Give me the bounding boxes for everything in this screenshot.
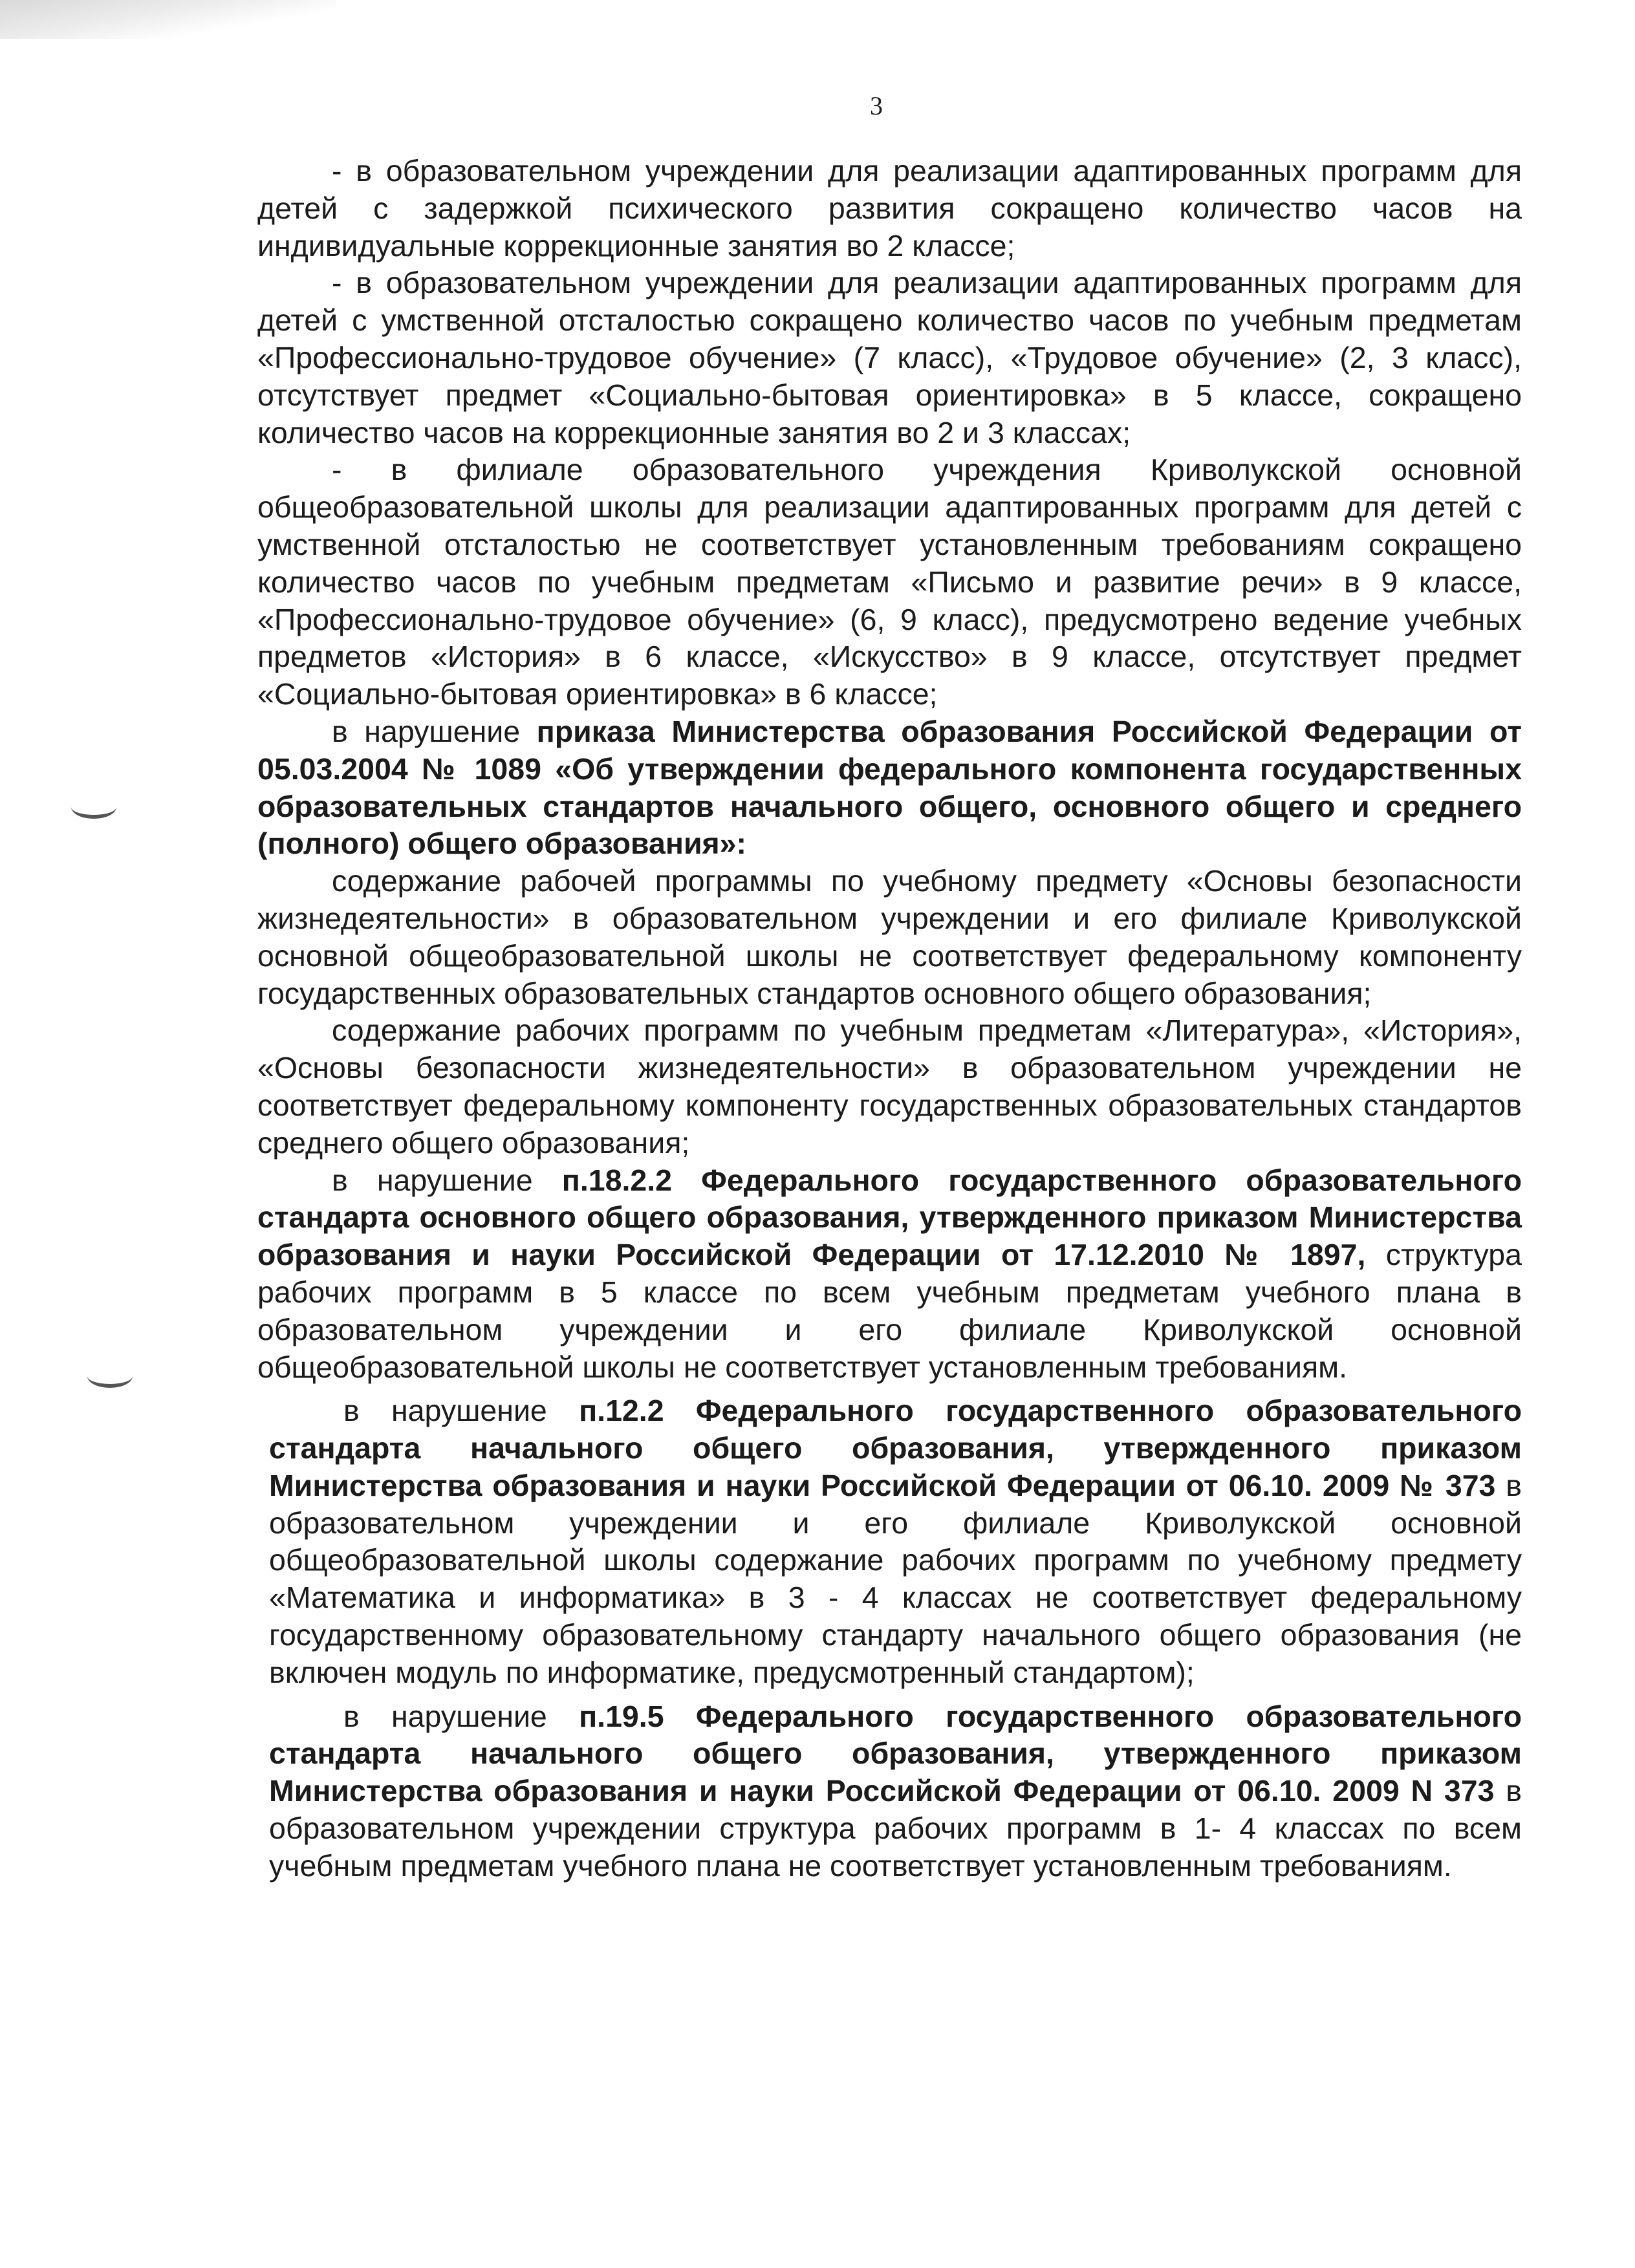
paragraph-violation-19-5 <box>257 1698 1522 1885</box>
legal-reference: п.18.2.2 Федерального государственного образовательного стандарта основного общего образования, утвержденного приказом Министерства образования и науки Российской Федерации от 17.12.2010 № 1897, <box>257 1163 1522 1272</box>
legal-reference: п.19.5 Федерального государственного образовательного стандарта начального общего образования, утвержденного приказом Министерства образования и науки Российской Федерации от 06.10. 2009 N 373 <box>269 1699 1522 1808</box>
punch-hole-mark <box>71 795 116 819</box>
paragraph-lead: в нарушение <box>332 1163 562 1197</box>
document-body <box>257 153 1522 1885</box>
paragraph-violation-18-2-2 <box>257 1162 1522 1387</box>
paragraph-lead: в нарушение <box>343 1394 579 1428</box>
scan-corner-shadow <box>0 0 336 39</box>
paragraph-item-1: - в образовательном учреждении для реализации адаптированных программ для детей с задержкой психического развития сокращено количество часов на индивидуальные коррекционные занятия во 2 классе; <box>257 154 1522 263</box>
legal-reference: приказа Министерства образования Российской Федерации от 05.03.2004 № 1089 «Об утверждении федерального компонента государственных образовательных стандартов начального общего, основного общего и среднего (полного) общего образования»: <box>257 714 1522 861</box>
paragraph-violation-order-1089 <box>257 713 1522 863</box>
legal-reference: п.12.2 Федерального государственного образовательного стандарта начального общего образования, утвержденного приказом Министерства образования и науки Российской Федерации от 06.10. 2009 № 373 <box>269 1394 1522 1502</box>
paragraph-item-2: - в образовательном учреждении для реализации адаптированных программ для детей с умственной отсталостью сокращено количество часов по учебным предметам «Профессионально-трудовое обучение» (7 класс), «Трудовое обучение» (2, 3 класс), отсутствует предмет «Социально-бытовая ориентировка» в 5 классе, сокращено количество часов на коррекционные занятия во 2 и 3 классах; <box>257 266 1522 449</box>
paragraph-lead: в нарушение <box>343 1699 579 1733</box>
paragraph-tail: в образовательном учреждении и его филиале Криволукской основной общеобразовательной школы содержание рабочих программ по учебному предмету «Математика и информатика» в 3 - 4 классах не соответствует федеральному государственному образовательному стандарту начального общего образования (не включен модуль по информатике, предусмотренный стандартом); <box>269 1468 1522 1689</box>
paragraph-violation-12-2 <box>257 1392 1522 1691</box>
page-number: 3 <box>870 91 883 120</box>
punch-hole-mark <box>87 1365 133 1388</box>
paragraph-lead: в нарушение <box>332 714 537 748</box>
paragraph-item-3: - в филиале образовательного учреждения Криволукской основной общеобразовательной школы для реализации адаптированных программ для детей с умственной отсталостью не соответствует установленным требованиям сокращено количество часов по учебным предметам «Письмо и развитие речи» в 9 классе, «Профессионально-трудовое обучение» (6, 9 класс), предусмотрено ведение учебных предметов «История» в 6 классе, «Искусство» в 9 классе, отсутствует предмет «Социально-бытовая ориентировка» в 6 классе; <box>257 453 1522 711</box>
paragraph-obzh-program: содержание рабочей программы по учебному предмету «Основы безопасности жизнедеятельности» в образовательном учреждении и его филиале Криволукской основной общеобразовательной школы не соответствует федеральному компоненту государственных образовательных стандартов основного общего образования; <box>257 864 1522 1010</box>
paragraph-tail: в образовательном учреждении структура рабочих программ в 1- 4 классах по всем учебным предметам учебного плана не соответствует установленным требованиям. <box>269 1774 1522 1883</box>
paragraph-secondary-programs: содержание рабочих программ по учебным предметам «Литература», «История», «Основы безопасности жизнедеятельности» в образовательном учреждении не соответствует федеральному компоненту государственных образовательных стандартов среднего общего образования; <box>257 1013 1522 1160</box>
paragraph-tail: структура рабочих программ в 5 классе по всем учебным предметам учебного плана в образовательном учреждении и его филиале Криволукской основной общеобразовательной школы не соответствует установленным требованиям. <box>257 1238 1522 1384</box>
